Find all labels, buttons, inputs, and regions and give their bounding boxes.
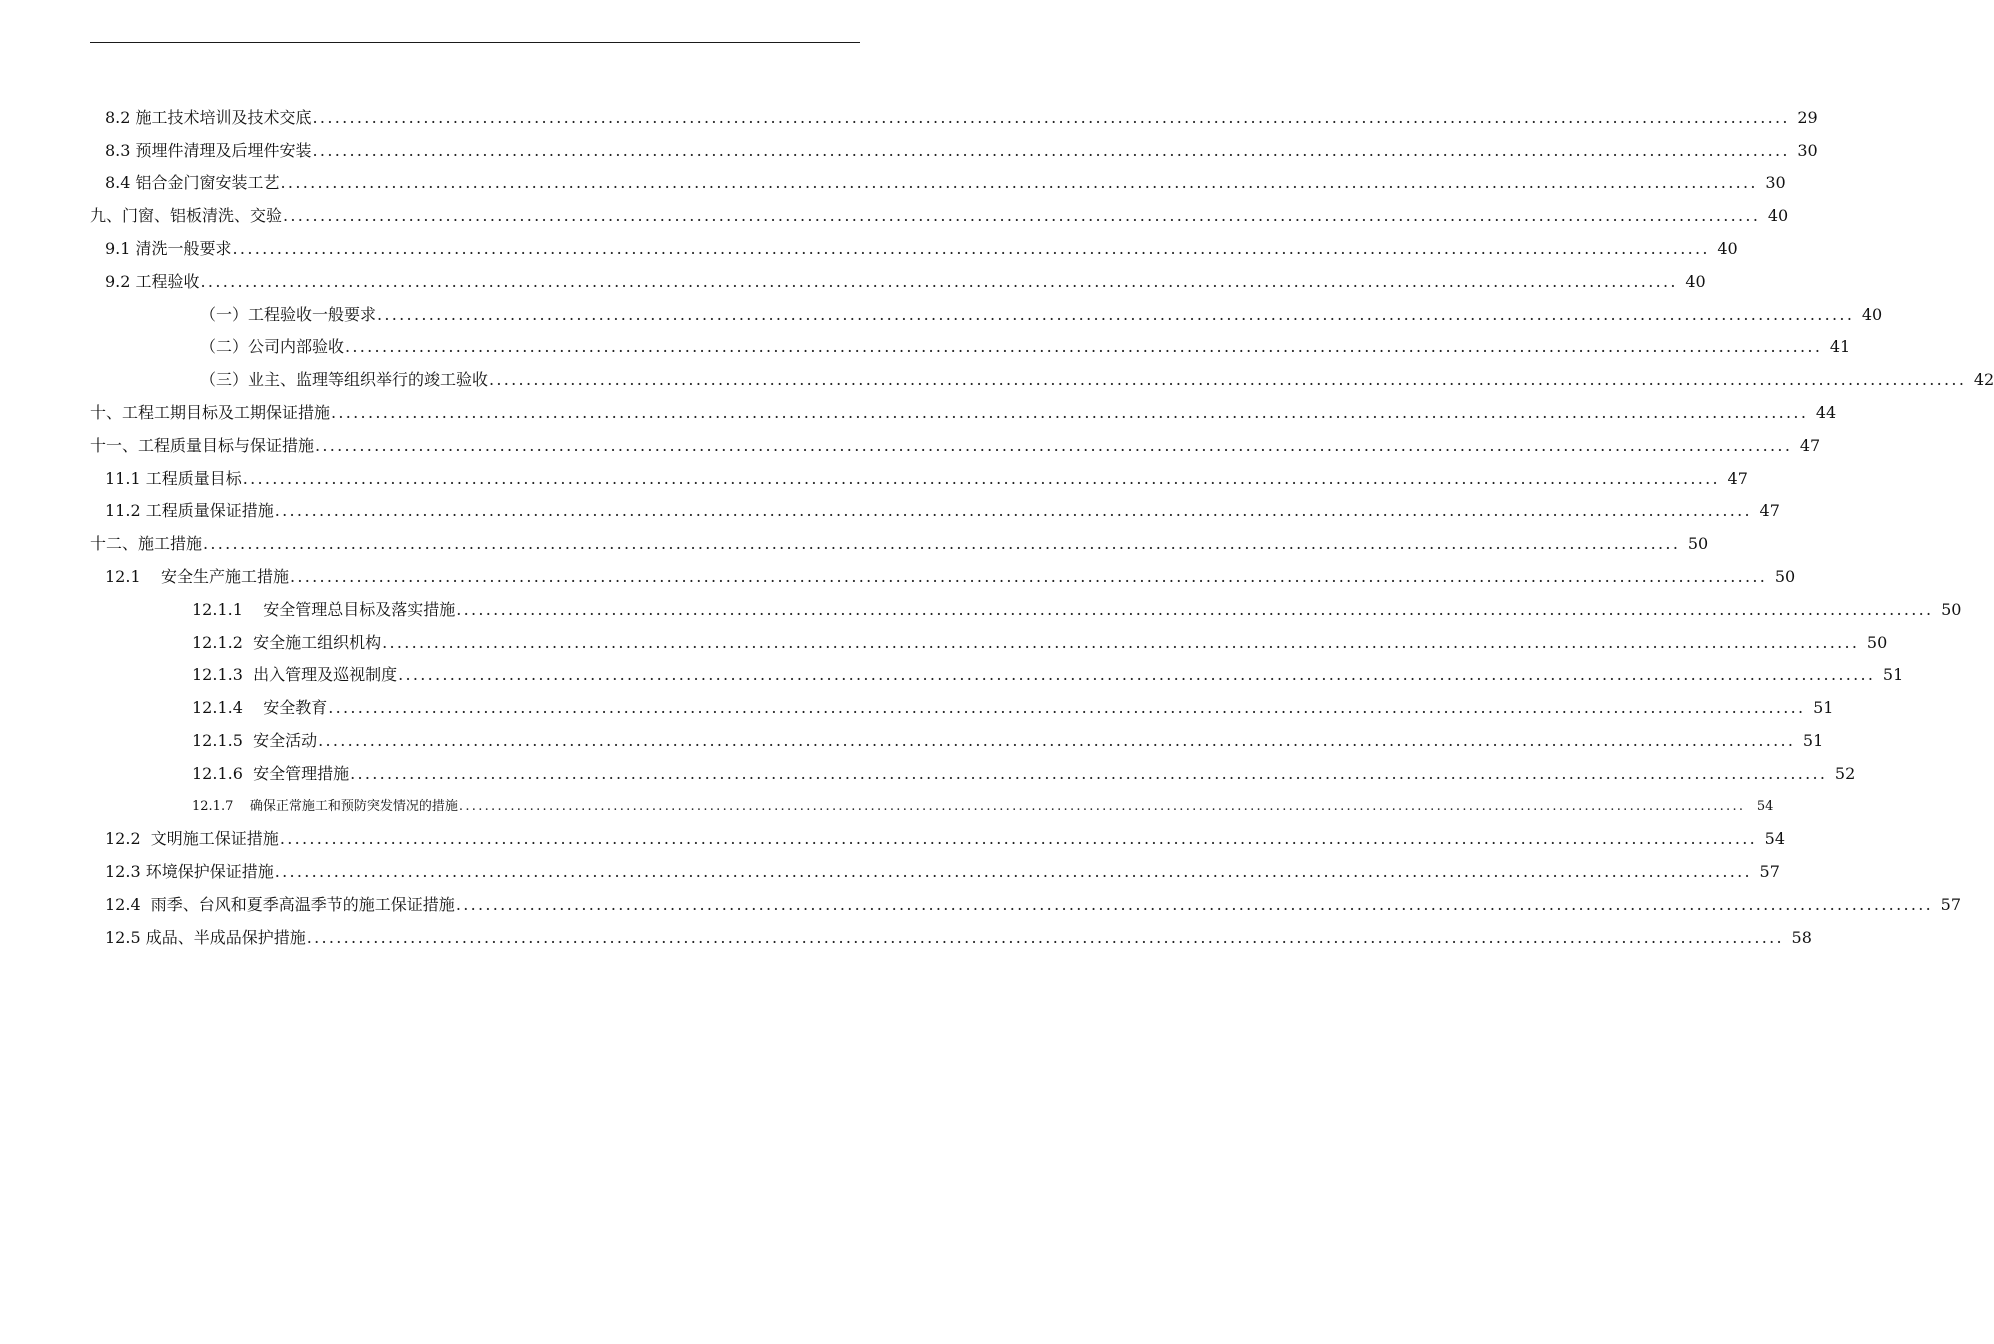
toc-entry[interactable]	[0, 849, 1780, 882]
toc-entry-label: 十二、施工措施	[90, 534, 203, 554]
toc-entry-page-number: 29	[1797, 107, 1818, 127]
toc-entry[interactable]	[0, 357, 1994, 390]
toc-entry[interactable]	[0, 784, 1774, 817]
toc-entry-label: 8.3 预埋件清理及后埋件安装	[105, 140, 312, 160]
toc-entry-label: 11.1 工程质量目标	[105, 468, 242, 488]
toc-entry-page-number: 41	[1829, 337, 1851, 357]
toc-entry[interactable]	[0, 685, 1834, 718]
toc-dot-leader: ........................................................................................................................................................................................................	[318, 730, 1796, 750]
toc-dot-leader: ........................................................................................................................................................................................................	[312, 107, 1790, 127]
toc-entry-page-number: 51	[1802, 730, 1824, 750]
toc-entry[interactable]	[0, 817, 1785, 850]
toc-entry[interactable]	[0, 554, 1796, 587]
toc-dot-leader: ........................................................................................................................................................................................................	[382, 632, 1860, 652]
toc-entry-label: 九、门窗、铝板清洗、交验	[90, 206, 283, 226]
toc-entry-page-number: 40	[1767, 206, 1789, 226]
toc-entry-label: 12.1.4 安全教育	[192, 698, 328, 718]
toc-entry-label: 9.1 清洗一般要求	[105, 238, 232, 258]
toc-entry[interactable]	[0, 489, 1780, 522]
toc-dot-leader: ........................................................................................................................................................................................................	[331, 402, 1809, 422]
toc-entry-label: 9.2 工程验收	[105, 271, 200, 291]
toc-dot-leader: ........................................................................................................................................................................................................	[458, 798, 1746, 814]
toc-entry-page-number: 47	[1759, 501, 1780, 521]
toc-entry[interactable]	[0, 128, 1818, 161]
toc-dot-leader: ........................................................................................................................................................................................................	[455, 894, 1933, 914]
toc-entry[interactable]	[0, 193, 1789, 226]
toc-entry-label: 12.1.3 出入管理及巡视制度	[192, 665, 398, 685]
toc-dot-leader: ........................................................................................................................................................................................................	[279, 829, 1757, 849]
toc-entry-page-number: 40	[1717, 238, 1738, 258]
toc-entry-page-number: 50	[1866, 632, 1888, 652]
toc-entry[interactable]	[0, 718, 1824, 751]
toc-entry-label: 8.2 施工技术培训及技术交底	[105, 107, 312, 127]
toc-entry-label: 十、工程工期目标及工期保证措施	[90, 402, 331, 422]
toc-entry[interactable]	[0, 95, 1818, 128]
toc-entry-page-number: 57	[1759, 862, 1780, 882]
toc-entry-page-number: 40	[1685, 271, 1706, 291]
toc-entry-label: 12.1 安全生产施工措施	[105, 566, 289, 586]
toc-entry-page-number: 44	[1815, 402, 1837, 422]
toc-entry-label: 12.2 文明施工保证措施	[105, 829, 279, 849]
toc-entry[interactable]	[0, 620, 1888, 653]
toc-dot-leader: ........................................................................................................................................................................................................	[280, 173, 1758, 193]
toc-entry-label: 12.1.2 安全施工组织机构	[192, 632, 382, 652]
toc-entry-page-number: 54	[1764, 829, 1785, 849]
toc-entry-label: 12.1.7 确保正常施工和预防突发情况的措施	[192, 798, 458, 814]
toc-entry-page-number: 42	[1973, 370, 1994, 390]
toc-entry-label: 12.1.1 安全管理总目标及落实措施	[192, 599, 456, 619]
toc-dot-leader: ........................................................................................................................................................................................................	[489, 370, 1967, 390]
toc-dot-leader: ........................................................................................................................................................................................................	[456, 599, 1934, 619]
toc-entry[interactable]	[0, 521, 1709, 554]
toc-entry[interactable]	[0, 226, 1738, 259]
toc-dot-leader: ........................................................................................................................................................................................................	[203, 534, 1681, 554]
toc-dot-leader: ........................................................................................................................................................................................................	[232, 238, 1710, 258]
toc-dot-leader: ........................................................................................................................................................................................................	[315, 435, 1793, 455]
toc-entry-page-number: 54	[1756, 798, 1774, 814]
toc-dot-leader: ........................................................................................................................................................................................................	[306, 927, 1784, 947]
toc-entry-page-number: 30	[1765, 173, 1786, 193]
toc-entry[interactable]	[0, 292, 1883, 325]
toc-dot-leader: ........................................................................................................................................................................................................	[345, 337, 1823, 357]
toc-entry-label: 12.4 雨季、台风和夏季高温季节的施工保证措施	[105, 894, 455, 914]
toc-dot-leader: ........................................................................................................................................................................................................	[377, 304, 1855, 324]
toc-entry-label: 12.5 成品、半成品保护措施	[105, 927, 306, 947]
toc-dot-leader: ........................................................................................................................................................................................................	[328, 698, 1806, 718]
toc-entry-page-number: 30	[1797, 140, 1818, 160]
toc-entry-page-number: 58	[1791, 927, 1812, 947]
header-rule	[90, 42, 860, 43]
toc-entry-label: 8.4 铝合金门窗安装工艺	[105, 173, 280, 193]
toc-entry-label: （二）公司内部验收	[200, 337, 345, 357]
toc-dot-leader: ........................................................................................................................................................................................................	[289, 566, 1768, 586]
toc-entry-page-number: 50	[1941, 599, 1962, 619]
toc-dot-leader: ........................................................................................................................................................................................................	[350, 763, 1828, 783]
toc-entry[interactable]	[0, 653, 1904, 686]
toc-dot-leader: ........................................................................................................................................................................................................	[242, 468, 1720, 488]
toc-entry-page-number: 57	[1940, 894, 1961, 914]
toc-dot-leader: ........................................................................................................................................................................................................	[283, 206, 1761, 226]
toc-entry-page-number: 51	[1813, 698, 1834, 718]
toc-dot-leader: ........................................................................................................................................................................................................	[200, 271, 1678, 291]
toc-entry-label: 12.1.6 安全管理措施	[192, 763, 350, 783]
toc-entry[interactable]	[0, 161, 1786, 194]
toc-entry-label: （三）业主、监理等组织举行的竣工验收	[200, 370, 489, 390]
toc-entry-page-number: 50	[1687, 534, 1709, 554]
toc-entry-label: 12.1.5 安全活动	[192, 730, 318, 750]
table-of-contents	[0, 95, 1994, 948]
toc-dot-leader: ........................................................................................................................................................................................................	[312, 140, 1790, 160]
toc-entry[interactable]	[0, 915, 1812, 948]
toc-dot-leader: ........................................................................................................................................................................................................	[274, 501, 1752, 521]
toc-entry[interactable]	[0, 587, 1962, 620]
toc-entry-label: 12.3 环境保护保证措施	[105, 862, 274, 882]
toc-entry-page-number: 47	[1727, 468, 1748, 488]
toc-entry-page-number: 47	[1799, 435, 1821, 455]
toc-entry[interactable]	[0, 882, 1961, 915]
toc-dot-leader: ........................................................................................................................................................................................................	[398, 665, 1876, 685]
toc-entry[interactable]	[0, 390, 1837, 423]
toc-entry-label: 11.2 工程质量保证措施	[105, 501, 274, 521]
toc-entry-page-number: 52	[1834, 763, 1856, 783]
toc-entry[interactable]	[0, 456, 1748, 489]
toc-entry-page-number: 51	[1882, 665, 1904, 685]
toc-entry-page-number: 40	[1861, 304, 1883, 324]
toc-entry-label: （一）工程验收一般要求	[200, 304, 377, 324]
toc-dot-leader: ........................................................................................................................................................................................................	[274, 862, 1752, 882]
toc-entry-page-number: 50	[1774, 566, 1796, 586]
toc-entry[interactable]	[0, 751, 1856, 784]
toc-entry[interactable]	[0, 423, 1821, 456]
toc-entry[interactable]	[0, 259, 1706, 292]
toc-entry[interactable]	[0, 325, 1851, 358]
toc-entry-label: 十一、工程质量目标与保证措施	[90, 435, 315, 455]
